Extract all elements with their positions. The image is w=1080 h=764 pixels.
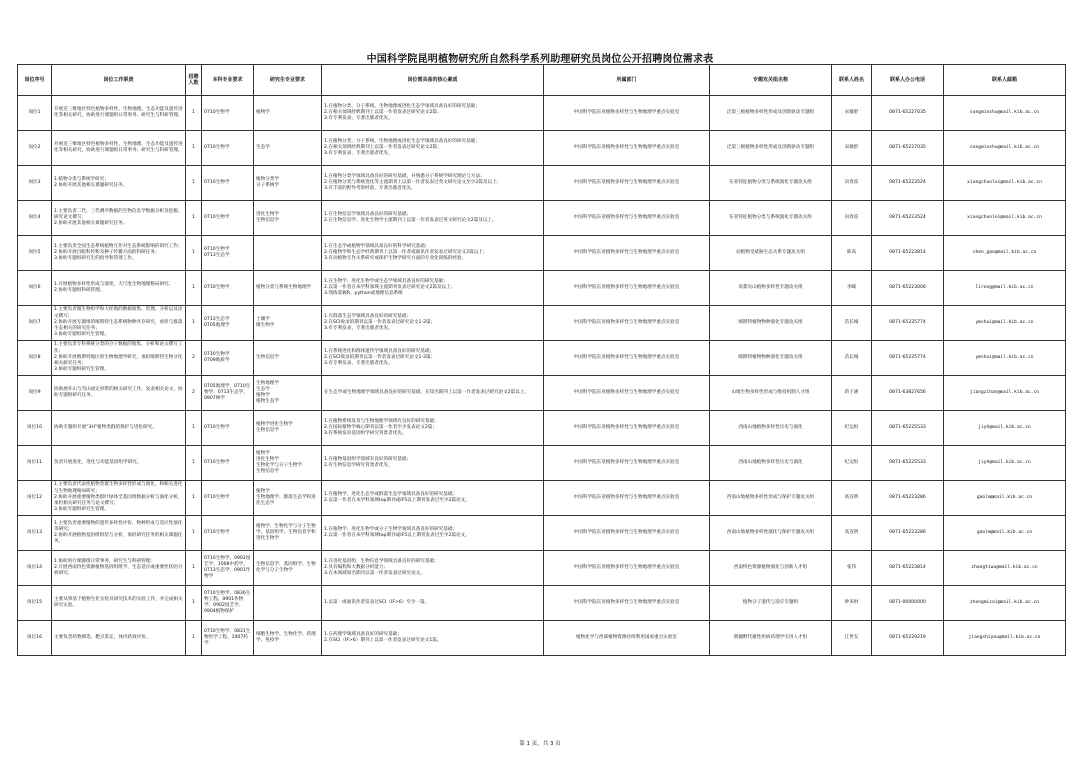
cell-position-no: 岗位4: [18, 201, 52, 236]
cell-position-no: 岗位2: [18, 131, 52, 166]
cell-core-qualifications: 1.在植物系统发育与生物地理学领域有良好的研究基础； 2.在国际植物学核心期刊以第一作者至少发表论文2篇； 3.有系统发育基因组学研究背景者优先。: [322, 411, 544, 446]
cell-contact-name: 钟来财: [832, 586, 872, 621]
cell-team-name: 西南山地植物多样性形成与保护专题攻关组: [710, 481, 832, 516]
cell-grad-major: 生物信息学、基因组学、生物化学与分子生物学: [254, 551, 322, 586]
table-header-row: [18, 65, 1066, 96]
cell-contact-email[interactable]: songminshu@mail.kib.ac.cn: [944, 131, 1066, 166]
cell-position-no: 岗位7: [18, 306, 52, 341]
cell-contact-phone: 0871-65223524: [872, 166, 944, 201]
table-row: [18, 131, 1066, 166]
cell-team-name: 喀斯特植物物种演化专题攻关组: [710, 306, 832, 341]
cell-contact-email[interactable]: jiyh@mail.kib.ac.cn: [944, 446, 1066, 481]
cell-grad-major: 植物学 生物地理学、群落生态学和进化生态学: [254, 481, 322, 516]
cell-contact-phone: 0871-65227035: [872, 96, 944, 131]
cell-headcount: 1: [186, 236, 202, 271]
cell-team-name: 西南山地植物多样性历史与演化: [710, 446, 832, 481]
cell-headcount: 2: [186, 341, 202, 376]
cell-job-duties: 主要从事基于植物生化实验及研究技术的实验工作，并完成相关研究实验。: [52, 586, 186, 621]
cell-headcount: 2: [186, 376, 202, 411]
table-row: [18, 166, 1066, 201]
cell-contact-name: 陈高: [832, 236, 872, 271]
cell-contact-phone: 0871-65223814: [872, 236, 944, 271]
cell-core-qualifications: 1.在生物信息学领域具备良好的研究基础； 2.在生物信息学、进化生物学主流期刊上以第一作者发表过英文研究论文2篇及以上。: [322, 201, 544, 236]
cell-team-name: 西南山地植物多样性演化与保护专题攻关组: [710, 516, 832, 551]
table-row: [18, 341, 1066, 376]
header-undergrad-major: 本科专业要求: [202, 65, 254, 96]
cell-grad-major: 植物学 进化生物学 生物化学与分子生物学 生物信息学: [254, 446, 322, 481]
cell-contact-email[interactable]: lirong@mail.kib.ac.cn: [944, 271, 1066, 306]
cell-headcount: 1: [186, 551, 202, 586]
cell-job-duties: 1.协助进行课题组日常事务、研究生与科研管理； 2.开展西南特色资源植物基因组组学、生态适应或重要性状的分析研究。: [52, 551, 186, 586]
cell-headcount: 1: [186, 306, 202, 341]
cell-undergrad-major: 0710生物学: [202, 516, 254, 551]
cell-core-qualifications: 在生态学或生物地理学领域具备良好的研究基础，在知名期刊上以第一作者发表过研究论文2篇以上。: [322, 376, 544, 411]
cell-position-no: 岗位9: [18, 376, 52, 411]
cell-contact-name: 苗长城: [832, 341, 872, 376]
cell-department: 中国科学院东亚植物多样性与生物地理学重点实验室: [544, 376, 710, 411]
cell-core-qualifications: 1.以第一或通讯作者发表过SCI（IF>6）至少一篇。: [322, 586, 544, 621]
table-row: [18, 376, 1066, 411]
cell-contact-email[interactable]: gaolm@mail.kib.ac.cn: [944, 516, 1066, 551]
cell-core-qualifications: 1.在植物基因组学领域有良好的研究基础； 2.有生物信息学研究背景者优先。: [322, 446, 544, 481]
table-row: [18, 621, 1066, 656]
cell-contact-email[interactable]: gaolm@mail.kib.ac.cn: [944, 481, 1066, 516]
cell-contact-phone: 0871-65223524: [872, 201, 944, 236]
cell-contact-phone: 0871-65225533: [872, 411, 944, 446]
cell-contact-name: 高连明: [832, 516, 872, 551]
cell-contact-name: 纪运恒: [832, 446, 872, 481]
cell-department: 中国科学院东亚植物多样性与生物地理学重点实验室: [544, 481, 710, 516]
page-footer: 第 1 页，共 3 页: [519, 741, 561, 747]
cell-headcount: 1: [186, 446, 202, 481]
cell-job-duties: 1.植物分类与系统学研究； 2.协助开展其他相关课题研究任务。: [52, 166, 186, 201]
cell-position-no: 岗位14: [18, 551, 52, 586]
cell-department: 中国科学院东亚植物多样性与生物地理学重点实验室: [544, 201, 710, 236]
cell-contact-email[interactable]: ymshui@mail.kib.ac.cn: [944, 341, 1066, 376]
cell-department: 中国科学院东亚植物多样性与生物地理学重点实验室: [544, 306, 710, 341]
cell-contact-email[interactable]: songminshu@mail.kib.ac.cn: [944, 96, 1066, 131]
cell-undergrad-major: 0710生物学: [202, 96, 254, 131]
cell-grad-major: 生态学: [254, 131, 322, 166]
cell-undergrad-major: 0710生物学: [202, 446, 254, 481]
cell-grad-major: 植物学、生物化学与分子生物学、基因组学、生物信息学和进化生物学: [254, 516, 322, 551]
cell-undergrad-major: 0710生物学、0836生物工程、0901作物学、0902园艺学、0904植物保护: [202, 586, 254, 621]
cell-contact-name: 江世友: [832, 621, 872, 656]
cell-core-qualifications: 1.在系统进化和群体遗传学领域具备良好的研究基础； 2.在SCI收录的期刊以第一作者发表过研究论文1-2篇； 3.有专利发表、专著出版者优先。: [322, 341, 544, 376]
cell-contact-name: 纪运恒: [832, 411, 872, 446]
header-team-name: 专题攻关组名称: [710, 65, 832, 96]
table-row: [18, 236, 1066, 271]
cell-position-no: 岗位12: [18, 481, 52, 516]
header-job-duties: 岗位工作职责: [52, 65, 186, 96]
cell-undergrad-major: 0710生物学 0709地质学: [202, 341, 254, 376]
cell-undergrad-major: 0710生物学、0831生物医学工程、1007药学: [202, 621, 254, 656]
cell-contact-email[interactable]: jiyh@mail.kib.ac.cn: [944, 411, 1066, 446]
cell-position-no: 岗位10: [18, 411, 52, 446]
cell-contact-name: 苗长城: [832, 306, 872, 341]
cell-team-name: 东亚特征植物分类与系统演化专题攻关组: [710, 166, 832, 201]
cell-position-no: 岗位13: [18, 516, 52, 551]
cell-headcount: 1: [186, 166, 202, 201]
table-row: [18, 411, 1066, 446]
header-contact-email: 联系人邮箱: [944, 65, 1066, 96]
cell-position-no: 岗位3: [18, 166, 52, 201]
cell-position-no: 岗位16: [18, 621, 52, 656]
cell-core-qualifications: 1.在生态学或植物学领域具备良好的科学研究基础； 2.在植物学和生态学经典期刊上以第一作者或通讯作者发表过研究论文2篇以上； 3.有动植物互作关系研究或保护生物学研究方面的专业化训练的经验。: [322, 236, 544, 271]
table-row: [18, 516, 1066, 551]
cell-headcount: 1: [186, 621, 202, 656]
cell-headcount: 1: [186, 131, 202, 166]
cell-position-no: 岗位8: [18, 341, 52, 376]
cell-department: 中国科学院东亚植物多样性与生物地理学重点实验室: [544, 516, 710, 551]
cell-contact-name: 蒋子涵: [832, 376, 872, 411]
cell-headcount: 1: [186, 411, 202, 446]
cell-position-no: 岗位11: [18, 446, 52, 481]
table-row: [18, 306, 1066, 341]
cell-job-duties: 1.主要负责全国生态系统植物互作对生态系统影响的研究工作； 2.协助开展百眼科传粉及种子传播方面的科研任务； 3.协助专题组研究生的指导和管理工作。: [52, 236, 186, 271]
cell-team-name: 喀斯特植物物种演化专题攻关组: [710, 341, 832, 376]
page-title: 中国科学院昆明植物研究所自然科学系列助理研究员岗位公开招聘岗位需求表: [366, 54, 714, 65]
cell-department: 中国科学院东亚植物多样性与生物地理学重点实验室: [544, 271, 710, 306]
cell-department: 中国科学院东亚植物多样性与生物地理学重点实验室: [544, 236, 710, 271]
cell-department: 中国科学院东亚植物多样性与生物地理学重点实验室: [544, 341, 710, 376]
table-row: [18, 586, 1066, 621]
cell-grad-major: 植物分类学 分子系统学: [254, 166, 322, 201]
cell-grad-major: [254, 236, 322, 271]
cell-team-name: 植物分子遗传与适应专题组: [710, 586, 832, 621]
cell-department: 中国科学院东亚植物多样性与生物地理学重点实验室: [544, 166, 710, 201]
cell-headcount: 1: [186, 201, 202, 236]
cell-undergrad-major: 0710生物学: [202, 271, 254, 306]
cell-contact-email[interactable]: chen_gao@mail.kib.ac.cn: [944, 236, 1066, 271]
cell-job-duties: 主要负责药物筛选、靶点鉴定、体内药效评价。: [52, 621, 186, 656]
cell-core-qualifications: 1.在进化基因组、生物信息学领域具备良好的研究基础； 2.具有编程和大数据分析能力； 3.在本领域知名期刊以第一作者发表过研究论文。: [322, 551, 544, 586]
header-headcount: 招聘人数: [186, 65, 202, 96]
cell-team-name: 西南特色资源植物演化与创新人才组: [710, 551, 832, 586]
cell-department: 中国科学院东亚植物多样性与生物地理学重点实验室: [544, 446, 710, 481]
cell-undergrad-major: 0710生物学: [202, 481, 254, 516]
cell-undergrad-major: 0710生物学: [202, 166, 254, 201]
cell-grad-major: 植物学进化生物学 生物信息学: [254, 411, 322, 446]
cell-core-qualifications: 1.在植物分类学领域具备良好的研究基础，并熟悉分子系统学研究理论与方法； 2.在植物分类与系统进化等主流期刊上以第一作者发表过英文研究论文至少2篇及以上； 3.有丰富的野外考察经验、专著出版者优先。: [322, 166, 544, 201]
cell-headcount: 1: [186, 516, 202, 551]
cell-contact-phone: 0871-65223286: [872, 516, 944, 551]
cell-job-duties: 1.主要负责微生物组学和大样地的数据收集、管理、分析以及论文撰写； 2.协助开展专题组的喀斯特生态系统物种共存研究，承担与群落生态相关的研究任务； 3.协助专题组研究生管理。: [52, 306, 186, 341]
cell-job-duties: 1.主要负责专科系统分类的分子数据的收集、分析和论文撰写工作； 2.协助开展喀斯特地区的生物地理学研究，承担喀斯特生物分化相关研究任务； 3.协助专题组研究生管理。: [52, 341, 186, 376]
cell-undergrad-major: 0713生态学 0705地理学: [202, 306, 254, 341]
cell-job-duties: 1.主要负责代表性植物类群生物多样性形成与演化，和相关进化与生物地理格局研究； 2.协助开展重要植物类群叶绿体全基因组数据分析与演化分析，承担相关研究任务与论文撰写； 3.协助专题组研究生管理。: [52, 481, 186, 516]
recruitment-table: [17, 64, 1066, 656]
cell-grad-major: 生物信息学: [254, 341, 322, 376]
cell-department: 中国科学院东亚植物多样性与生物地理学重点实验室: [544, 96, 710, 131]
cell-team-name: 西南山地植物多样性历史与演化: [710, 411, 832, 446]
header-core-qualifications: 岗位需具备的核心素质: [322, 65, 544, 96]
cell-job-duties: 协助专题组开展“3H”植物类群的保护与进化研究。: [52, 411, 186, 446]
cell-headcount: 1: [186, 481, 202, 516]
cell-core-qualifications: 1.在群落生态学领域具备良好的研究基础； 2.在SCI收录的期刊以第一作者发表过研究论文1-2篇； 3.有专利发表、专著出版者优先。: [322, 306, 544, 341]
cell-contact-name: 高连明: [832, 481, 872, 516]
cell-grad-major: 土壤学 微生物学: [254, 306, 322, 341]
cell-department: 中国科学院东亚植物多样性与生物地理学重点实验室: [544, 131, 710, 166]
cell-contact-name: 宋敏舒: [832, 96, 872, 131]
cell-department: 中国科学院东亚植物多样性与生物地理学重点实验室: [544, 586, 710, 621]
cell-contact-phone: 0871-65223006: [872, 271, 944, 306]
cell-contact-name: 向春雷: [832, 201, 872, 236]
cell-core-qualifications: 1.在生物学、进化生物学或生态学领域具备良好的研究基础； 2.以第一作者在本学科领域主流期刊发表过研究论文2篇及以上； 3.熟练掌握R、python或地理信息系统: [322, 271, 544, 306]
header-grad-major: 研究生专业要求: [254, 65, 322, 96]
header-position-no: 岗位序号: [18, 65, 52, 96]
cell-core-qualifications: 1.在植物分类、分子系统、生物地理或进化生态学领域具备良好的研究基础； 2.在相关领域经典期刊上以第一作者发表过研究论文2篇； 3.有专利发表、专著出版者优先。: [322, 96, 544, 131]
header-contact-name: 联系人姓名: [832, 65, 872, 96]
cell-undergrad-major: 0710生物学: [202, 201, 254, 236]
cell-grad-major: 植物分类与系统生物地理学: [254, 271, 322, 306]
cell-headcount: 1: [186, 96, 202, 131]
cell-position-no: 岗位6: [18, 271, 52, 306]
cell-contact-phone: 0871-65229219: [872, 621, 944, 656]
cell-core-qualifications: 1.在植物学、进化生态学或群落生态学领域具备良好的研究基础； 2.以第一作者在本学科领域top期刊或IF5以上期刊发表过至少2篇论文。: [322, 481, 544, 516]
cell-contact-name: 张伟: [832, 551, 872, 586]
table-row: [18, 446, 1066, 481]
cell-team-name: 泛第三极植物多样性形成及创新驱动专题组: [710, 131, 832, 166]
cell-contact-email[interactable]: ymshui@mail.kib.ac.cn: [944, 306, 1066, 341]
cell-contact-phone: 0871-65225533: [872, 446, 944, 481]
cell-position-no: 岗位1: [18, 96, 52, 131]
cell-job-duties: 1.开展植物多样性形成与演变、大尺度生物地理格局研究； 2.协助专题组科研管理。: [52, 271, 186, 306]
cell-contact-name: 李嵘: [832, 271, 872, 306]
cell-job-duties: 负责开展进化、进化与功能基因组学研究。: [52, 446, 186, 481]
cell-undergrad-major: 0710生物学: [202, 131, 254, 166]
cell-core-qualifications: 1.在植物学、进化生物学或分子生物学领域具备良好的研究基础； 2.以第一作者在本学科领域top期刊或IF5以上期刊发表过至少2篇论文。: [322, 516, 544, 551]
cell-undergrad-major: 0705地理学，0710生物学，0713生态学，0907林学: [202, 376, 254, 411]
cell-job-duties: 协助展开山与雪山固定样带的相关研究工作，发表相关论文，协助专题组研究任务。: [52, 376, 186, 411]
cell-grad-major: 生物地理学 生态学 植物学 植物生态学: [254, 376, 322, 411]
cell-contact-name: 向春雷: [832, 166, 872, 201]
cell-contact-email[interactable]: zhangtiwu@mail.kib.ac.cn: [944, 551, 1066, 586]
cell-contact-phone: 0871-65225774: [872, 306, 944, 341]
cell-team-name: 新疆野代谢性疾病药理学引进人才组: [710, 621, 832, 656]
cell-contact-phone: 0871-65225774: [872, 341, 944, 376]
cell-department: 中国科学院东亚植物多样性与生物地理学重点实验室: [544, 551, 710, 586]
cell-contact-phone: 0871-63827656: [872, 376, 944, 411]
cell-team-name: 动植物受威胁生态关系专题攻关组: [710, 236, 832, 271]
cell-contact-phone: 0871-00000000: [872, 586, 944, 621]
cell-grad-major: 植物学: [254, 96, 322, 131]
cell-job-duties: 开展近三维地区特色植物多样性、生物地理、生态功能及遗传进化等相关研究，协助进行课题组日常事务、研究生与科研管理。: [52, 96, 186, 131]
cell-contact-phone: 0871-65223286: [872, 481, 944, 516]
cell-contact-email[interactable]: jiangzihan@mail.kib.ac.cn: [944, 376, 1066, 411]
cell-undergrad-major: 0710生物学 0713生态学: [202, 236, 254, 271]
cell-contact-email[interactable]: xiangchunlei@mail.kib.ac.cn: [944, 201, 1066, 236]
table-row: [18, 481, 1066, 516]
header-department: 所属部门: [544, 65, 710, 96]
cell-team-name: 高黎贡山植物多样性专题攻关组: [710, 271, 832, 306]
cell-grad-major: 进化生物学 生物信息学: [254, 201, 322, 236]
cell-team-name: 东亚特征植物分类与系统演化专题攻关组: [710, 201, 832, 236]
cell-undergrad-major: 0710生物学、0902园艺学、1008中药学、0713生态学、0901作物学: [202, 551, 254, 586]
cell-job-duties: 1.主要负责二代、三代测序数据的生物信息学数据分析及挖掘、研究论文撰写； 2.协助开展其他相关课题研究任务。: [52, 201, 186, 236]
cell-job-duties: 1.主要负责重要植物的遗传多样性评价、物种形成与适应性演化等研究； 2.协助开展植物基因组组装与分析，承担研究任务的相关课题任务。: [52, 516, 186, 551]
cell-position-no: 岗位5: [18, 236, 52, 271]
cell-contact-email[interactable]: xiangchunlei@mail.kib.ac.cn: [944, 166, 1066, 201]
cell-contact-phone: 0871-65223814: [872, 551, 944, 586]
cell-position-no: 岗位15: [18, 586, 52, 621]
table-row: [18, 96, 1066, 131]
cell-headcount: 1: [186, 271, 202, 306]
cell-team-name: 泛第三极植物多样性形成及创新驱动专题组: [710, 96, 832, 131]
cell-core-qualifications: 1.在植物分类、分子系统、生物地理或进化生态学领域具备良好的研究基础； 2.在相关领域经典期刊上以第一作者发表过研究论文2篇； 3.有专利发表、专著出版者优先。: [322, 131, 544, 166]
cell-contact-email[interactable]: zhongmicai@mail.kib.ac.cn: [944, 586, 1066, 621]
cell-core-qualifications: 1.在药理学领域具备良好的研究基础； 2.在SCI（IF>6）期刊上以第一作者发表过研究论文1篇。: [322, 621, 544, 656]
cell-contact-email[interactable]: jiangshiyou@mail.kib.ac.cn: [944, 621, 1066, 656]
cell-grad-major: 细胞生物学、生物化学、药理学、免疫学: [254, 621, 322, 656]
table-row: [18, 201, 1066, 236]
cell-undergrad-major: 0710生物学: [202, 411, 254, 446]
cell-department: 中国科学院东亚植物多样性与生物地理学重点实验室: [544, 411, 710, 446]
cell-headcount: 1: [186, 586, 202, 621]
cell-team-name: 山地生物多样性形成与维持机制人才组: [710, 376, 832, 411]
cell-grad-major: [254, 586, 322, 621]
cell-job-duties: 开展近三维地区特色植物多样性、生物地理、生态功能及遗传进化等相关研究，协助进行课题组日常事务、研究生与科研管理。: [52, 131, 186, 166]
cell-contact-phone: 0871-65227035: [872, 131, 944, 166]
table-row: [18, 271, 1066, 306]
cell-department: 植物化学与西部植物资源持续利用国家重点实验室: [544, 621, 710, 656]
table-row: [18, 551, 1066, 586]
header-contact-phone: 联系人办公电话: [872, 65, 944, 96]
cell-contact-name: 宋敏舒: [832, 131, 872, 166]
